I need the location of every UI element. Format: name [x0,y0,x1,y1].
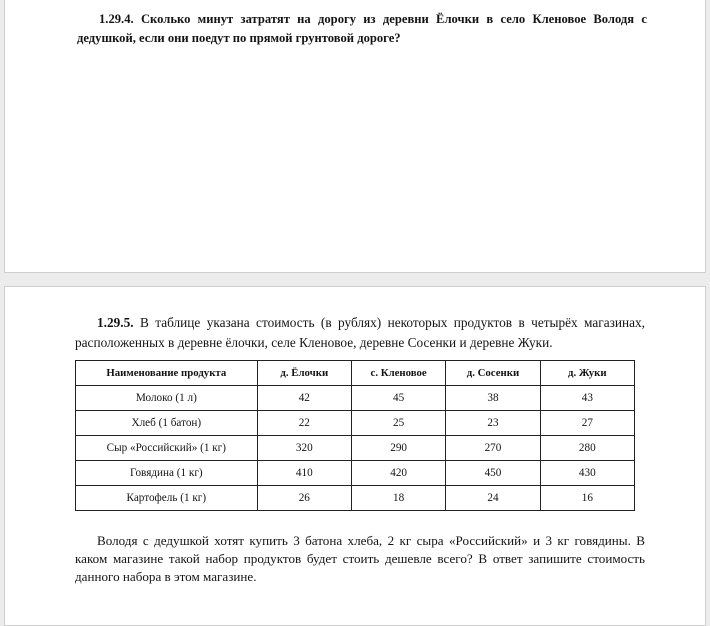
price-cell: 27 [540,411,634,436]
page-top [4,0,706,273]
product-name: Сыр «Российский» (1 кг) [76,436,258,461]
price-cell: 25 [351,411,445,436]
table-row [76,386,635,411]
price-cell: 18 [351,486,445,511]
product-name: Молоко (1 л) [76,386,258,411]
header-klenovoe: с. Кленовое [351,361,445,386]
price-cell: 16 [540,486,634,511]
table-row [76,461,635,486]
table-row [76,411,635,436]
problem-1-29-5-question: Володя с дедушкой хотят купить 3 батона хлеба, 2 кг сыра «Российский» и 3 кг говядины. В каком магазине такой набор продуктов будет стоить дешевле всего? В ответ запишите стоимость данного набора в этом магазине. [75,533,645,584]
price-table [75,360,635,511]
problem-number: 1.29.4. [99,12,134,26]
price-cell: 270 [446,436,540,461]
price-cell: 320 [257,436,351,461]
price-cell: 280 [540,436,634,461]
problem-number: 1.29.5. [97,315,134,330]
price-cell: 45 [351,386,445,411]
price-cell: 23 [446,411,540,436]
price-cell: 430 [540,461,634,486]
product-name: Картофель (1 кг) [76,486,258,511]
price-cell: 38 [446,386,540,411]
product-name: Хлеб (1 батон) [76,411,258,436]
problem-1-29-5-intro [75,313,645,353]
problem-text: Сколько минут затратят на дорогу из деревни Ёлочки в село Кленовое Володя с дедушкой, если они поедут по прямой грунтовой дороге? [77,12,647,45]
price-cell: 26 [257,486,351,511]
price-cell: 410 [257,461,351,486]
problem-intro-text: В таблице указана стоимость (в рублях) некоторых продуктов в четырёх магазинах, расположенных в деревне ёлочки, селе Кленовое, деревне Сосенки и деревне Жуки. [75,315,645,350]
header-zhuki: д. Жуки [540,361,634,386]
price-cell: 450 [446,461,540,486]
page-bottom [4,286,706,626]
table-row [76,436,635,461]
table-header-row [76,361,635,386]
price-cell: 22 [257,411,351,436]
header-sosenki: д. Сосенки [446,361,540,386]
price-cell: 420 [351,461,445,486]
price-cell: 24 [446,486,540,511]
price-cell: 43 [540,386,634,411]
price-cell: 290 [351,436,445,461]
problem-1-29-4 [77,10,647,48]
price-cell: 42 [257,386,351,411]
header-yolochki: д. Ёлочки [257,361,351,386]
header-product: Наименование продукта [76,361,258,386]
product-name: Говядина (1 кг) [76,461,258,486]
table-row [76,486,635,511]
